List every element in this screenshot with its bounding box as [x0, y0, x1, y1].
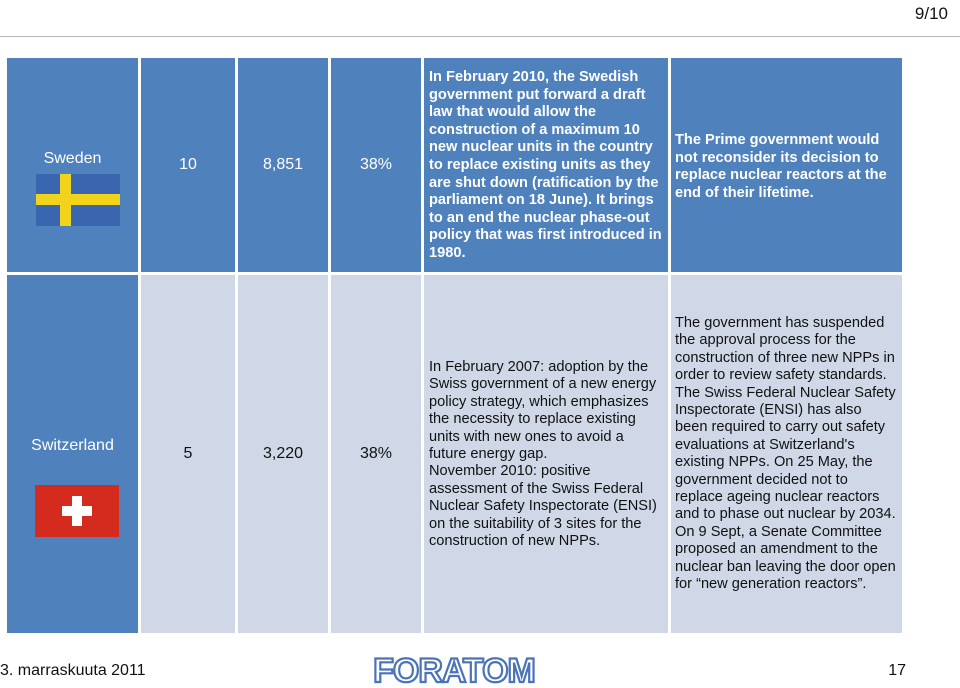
capacity-cell-switzerland	[238, 275, 328, 633]
footer-date: 3. marraskuuta 2011	[0, 662, 146, 679]
units-value: 10	[179, 156, 197, 173]
policy-text: In February 2010, the Swedish government put forward a draft law that would allow the construction of a maximum 10 new nuclear units in the country to replace existing units as they are shut down (ratification by the parliament on 18 June). It brings to an end the nuclear phase-out policy that was first introduced in 1980.	[429, 69, 662, 261]
country-name: Sweden	[43, 150, 102, 167]
developments-text: The Prime government would not reconsider its decision to replace nuclear reactors at the end of their lifetime.	[675, 132, 887, 201]
switzerland-flag-icon	[35, 485, 119, 537]
page-number: 9/10	[914, 4, 948, 23]
logo-text: FORATOM	[373, 652, 535, 688]
foratom-logo	[352, 652, 556, 688]
units-value: 5	[183, 445, 193, 462]
policy-text: In February 2007: adoption by the Swiss government of a new energy policy strategy, which emphasizes the necessity to replace existing units with new ones to avoid a future energy gap. November 2010: positive assessment of the Swiss Federal Nuclear Safety Inspectorate (ENSI) on the suitability of 3 sites for the construction of new NPPs.	[429, 359, 657, 550]
share-value: 38%	[359, 445, 393, 462]
country-cell-switzerland	[7, 275, 138, 633]
policy-cell-sweden	[424, 58, 668, 272]
developments-cell-sweden	[671, 58, 902, 272]
developments-cell-switzerland	[671, 275, 902, 633]
sweden-flag-icon	[36, 174, 120, 226]
country-cell-sweden	[7, 58, 138, 272]
country-name: Switzerland	[31, 437, 114, 454]
share-cell-switzerland	[331, 275, 421, 633]
share-value: 38%	[359, 156, 393, 173]
slide-number: 17	[888, 662, 906, 679]
developments-text: The government has suspended the approval process for the construction of three new NPPs in order to review safety standards. The Swiss Federal Nuclear Safety Inspectorate (ENSI) has also been required to carry out safety evaluations at Switzerland's existing NPPs. On 25 May, the government decided not to replace ageing nuclear reactors and to phase out nuclear by 2034. On 9 Sept, a Senate Committee proposed an amendment to the nuclear ban leaving the door open for “new generation reactors”.	[675, 315, 896, 593]
units-cell-sweden	[141, 58, 235, 272]
top-divider	[0, 36, 960, 37]
capacity-value: 3,220	[262, 445, 304, 462]
capacity-value: 8,851	[262, 156, 304, 173]
policy-cell-switzerland	[424, 275, 668, 633]
units-cell-switzerland	[141, 275, 235, 633]
capacity-cell-sweden	[238, 58, 328, 272]
share-cell-sweden	[331, 58, 421, 272]
